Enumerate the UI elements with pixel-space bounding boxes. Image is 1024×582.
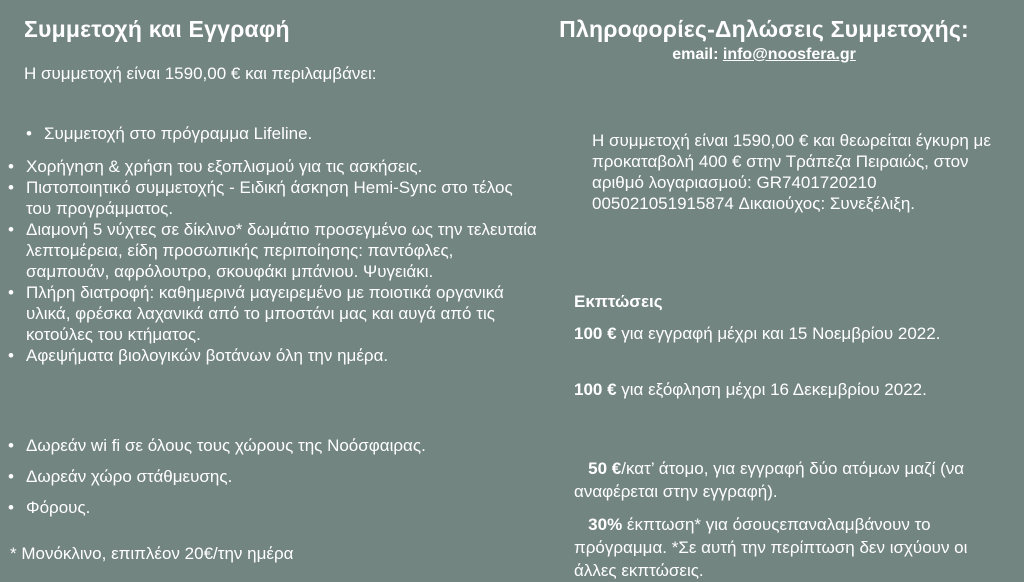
discount-amount: 100 € xyxy=(574,324,617,343)
discounts-title: Εκπτώσεις xyxy=(574,292,663,311)
left-intro: Η συμμετοχή είναι 1590,00 € και περιλαμβάνει: xyxy=(24,64,377,83)
inclusions-list xyxy=(6,156,538,366)
discount-text: για εξόφληση μέχρι 16 Δεκεμβρίου 2022. xyxy=(616,380,927,399)
list-item: • Πιστοποιητικό συμμετοχής - Ειδική άσκηση Hemi-Sync στο τέλος του προγράμματος. xyxy=(6,177,538,219)
list-item: • Πλήρη διατροφή: καθημερινά μαγειρεμένο με ποιοτικά οργανικά υλικά, φρέσκα λαχανικά από το μποστάνι μας και αυγά από τις κοτούλες του κτήματος. xyxy=(6,282,538,345)
right-title: Πληροφορίες-Δηλώσεις Συμμετοχής: xyxy=(559,16,969,42)
footnote: * Μονόκλινο, επιπλέον 20€/την ημέρα xyxy=(10,544,294,563)
list-item: • Συμμετοχή στο πρόγραμμα Lifeline. xyxy=(24,123,544,144)
discount-text: /κατ’ άτομο, για εγγραφή δύο ατόμων μαζί (να αναφέρεται στην εγγραφή). xyxy=(574,459,969,501)
discount-item xyxy=(574,322,994,345)
list-item: • Διαμονή 5 νύχτες σε δίκλινο* δωμάτιο προσεγμένο ως την τελευταία λεπτομέρεια, είδη προσωπικής περιποίησης: παντόφλες, σαμπουάν, αφρόλουτρο, σκουφάκι μπάνιου. Ψυγειάκι. xyxy=(6,219,538,282)
list-item: • Φόρους. xyxy=(6,497,476,518)
email-label: email: xyxy=(672,46,723,63)
email-link[interactable]: info@noosfera.gr xyxy=(722,46,856,63)
discount-item xyxy=(574,490,994,582)
discount-amount: 100 € xyxy=(574,380,617,399)
discount-text: για εγγραφή μέχρι και 15 Νοεμβρίου 2022. xyxy=(616,324,941,343)
list-item: • Δωρεάν wi fi σε όλους τους χώρους της Νοόσφαιρας. xyxy=(6,435,476,456)
discount-text: έκπτωση* για όσουςεπαναλαμβάνουν το πρόγραμμα. *Σε αυτή την περίπτωση δεν ισχύουν οι άλλες εκπτώσεις. xyxy=(574,515,973,580)
discount-amount: 30% xyxy=(583,515,623,534)
left-title: Συμμετοχή και Εγγραφή xyxy=(24,16,290,42)
discount-amount: 50 € xyxy=(583,459,622,478)
payment-text: Η συμμετοχή είναι 1590,00 € και θεωρείται έγκυρη με προκαταβολή 400 € στην Τράπεζα Πειραιώς, στον αριθμό λογαριασμού: GR7401720210 005021051915874 Δικαιούχος: Συνεξέλιξη. xyxy=(592,131,991,213)
list-item: • Χορήγηση & χρήση του εξοπλισμού για τις ασκήσεις. xyxy=(6,156,538,177)
list-item: • Δωρεάν χώρο στάθμευσης. xyxy=(6,466,476,487)
extras-list xyxy=(6,435,476,518)
list-item: • Αφεψήματα βιολογικών βοτάνων όλη την ημέρα. xyxy=(6,345,538,366)
email-line xyxy=(524,46,1004,64)
discount-item xyxy=(574,378,994,401)
first-list xyxy=(24,123,544,144)
